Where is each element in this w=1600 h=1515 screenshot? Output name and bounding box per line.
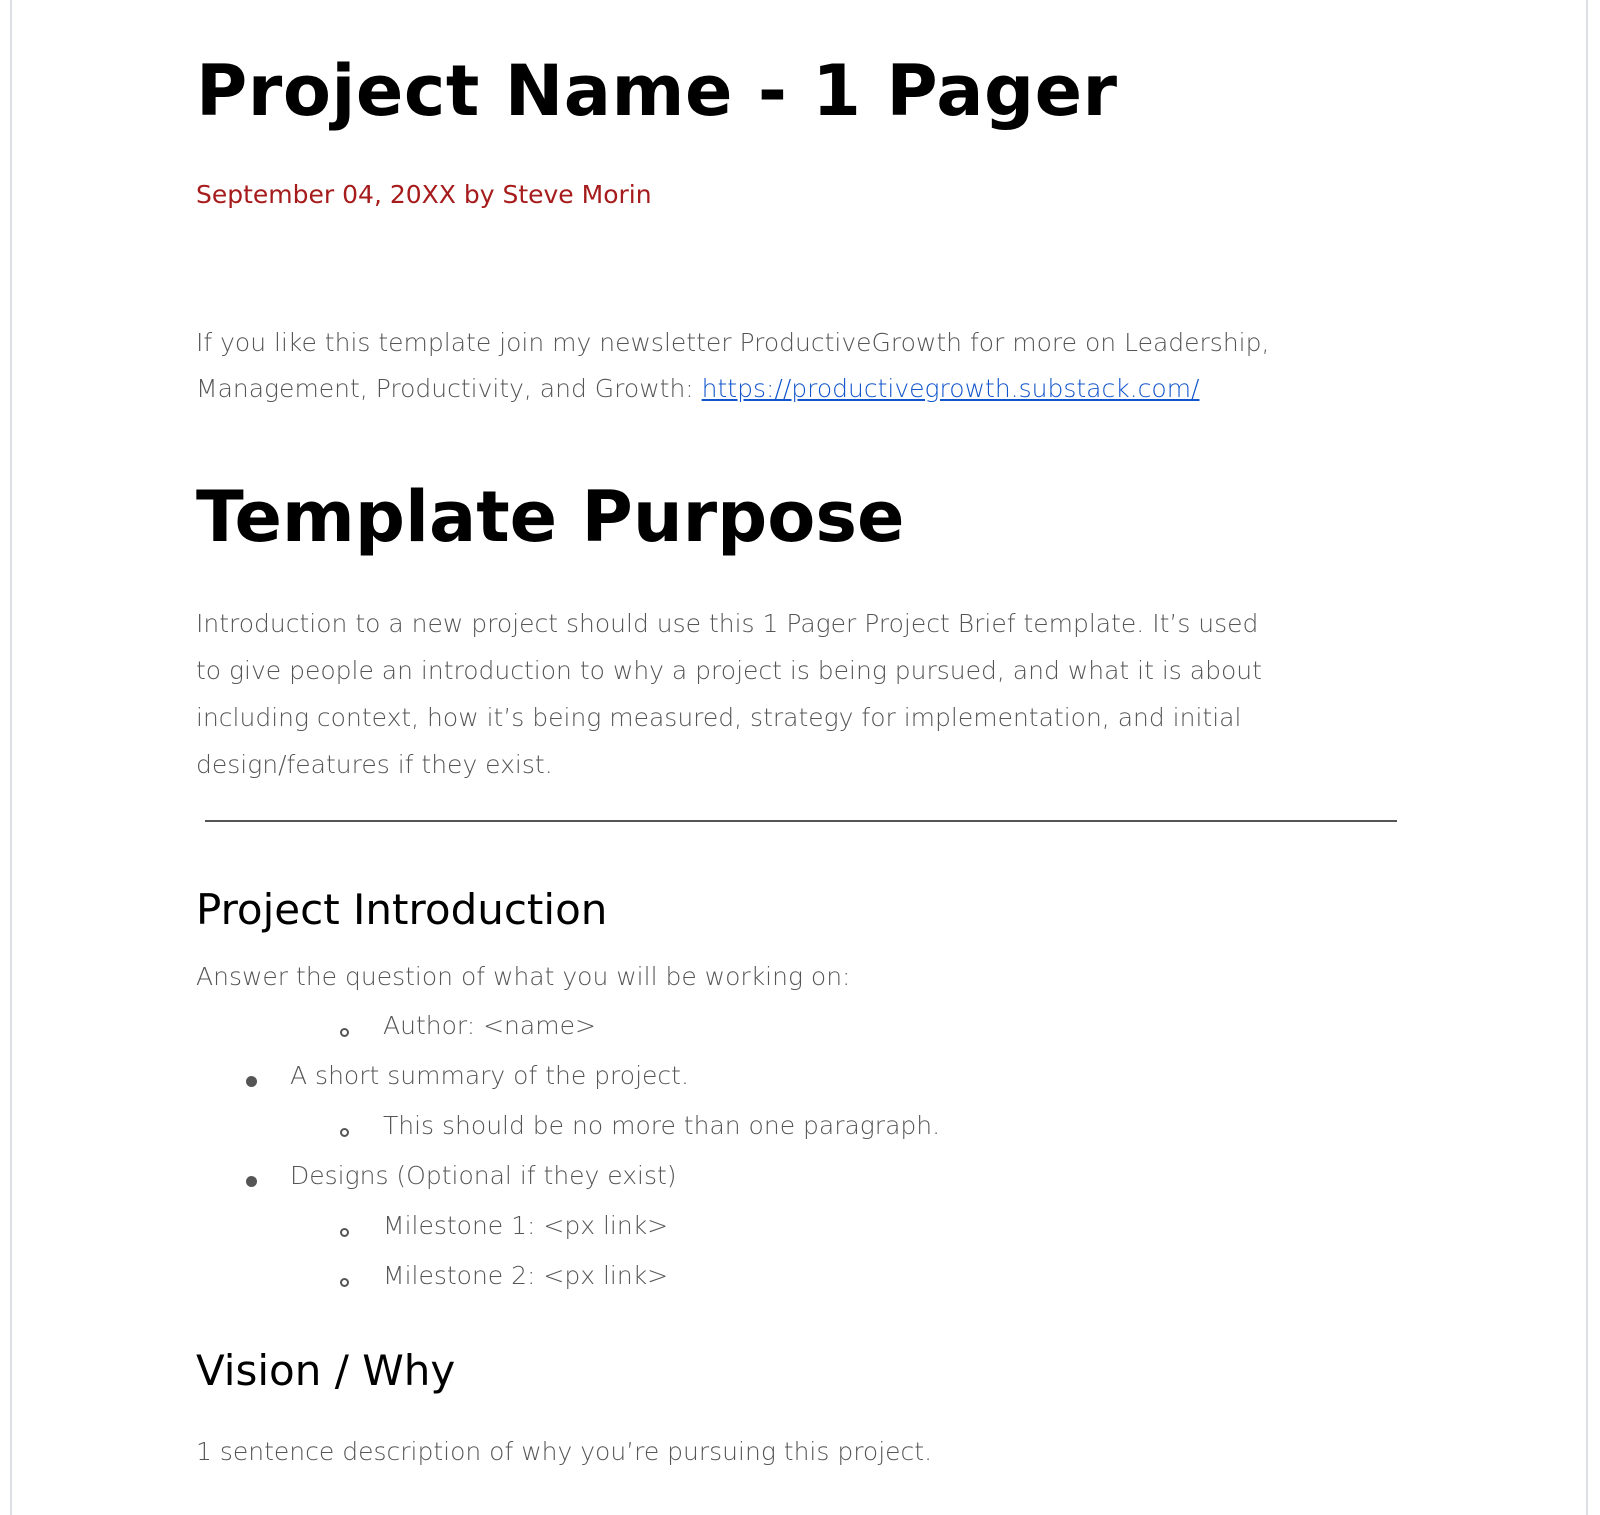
template-purpose-heading: Template Purpose	[196, 476, 905, 558]
vision-heading: Vision / Why	[196, 1346, 456, 1395]
intro-line-2-text: Management, Productivity, and Growth:	[196, 374, 702, 403]
hollow-bullet-icon	[340, 1028, 349, 1037]
template-purpose-line-2: to give people an introduction to why a project is being pursued, and what it is about	[196, 656, 1262, 685]
list-item-author: Author: <name>	[383, 1011, 596, 1040]
newsletter-link[interactable]: https://productivegrowth.substack.com/	[701, 374, 1200, 403]
list-item-designs: Designs (Optional if they exist)	[290, 1161, 677, 1190]
intro-line-1: If you like this template join my newsletter ProductiveGrowth for more on Leadership,	[196, 328, 1270, 357]
document-meta: September 04, 20XX by Steve Morin	[196, 180, 652, 209]
project-introduction-heading: Project Introduction	[196, 885, 608, 934]
hollow-bullet-icon	[340, 1128, 349, 1137]
hollow-bullet-icon	[340, 1228, 349, 1237]
filled-bullet-icon	[246, 1176, 257, 1187]
list-item-milestone-1: Milestone 1: <px link>	[383, 1211, 669, 1240]
template-purpose-line-1: Introduction to a new project should use this 1 Pager Project Brief template. It’s used	[196, 609, 1259, 638]
document-title: Project Name - 1 Pager	[196, 50, 1118, 132]
intro-line-2	[196, 374, 1199, 403]
vision-text: 1 sentence description of why you’re pursuing this project.	[196, 1437, 933, 1466]
template-purpose-line-4: design/features if they exist.	[196, 750, 553, 779]
filled-bullet-icon	[246, 1076, 257, 1087]
list-item-paragraph-note: This should be no more than one paragraph.	[383, 1111, 941, 1140]
hollow-bullet-icon	[340, 1278, 349, 1287]
project-introduction-lead: Answer the question of what you will be working on:	[196, 962, 851, 991]
list-item-milestone-2: Milestone 2: <px link>	[383, 1261, 669, 1290]
horizontal-rule	[205, 820, 1397, 822]
template-purpose-line-3: including context, how it’s being measured, strategy for implementation, and initial	[196, 703, 1242, 732]
list-item-summary: A short summary of the project.	[290, 1061, 689, 1090]
